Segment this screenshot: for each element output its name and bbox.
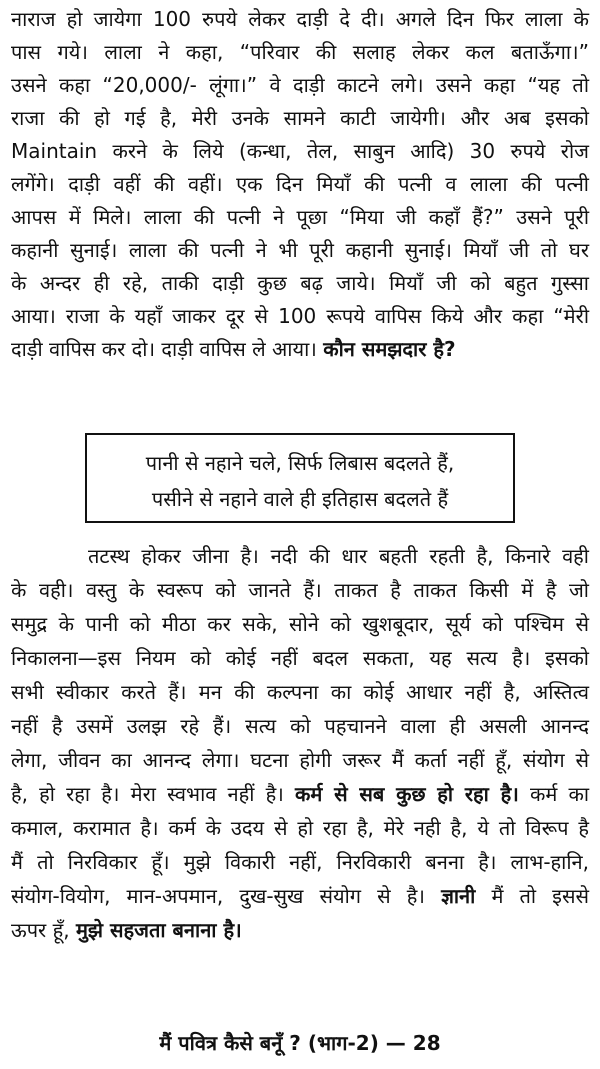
text-line (11, 880, 589, 913)
text-span: ऊपर हूँ, (11, 918, 70, 942)
text-line: कहानी सुनाई। लाला की पत्नी ने भी पूरी कहानी सुनाई। मियाँ जी तो घर (11, 238, 589, 262)
text-line: Maintain करने के लिये (कन्धा, तेल, साबुन आदि) 30 रुपये रोज (11, 139, 589, 163)
quote-line-1: पानी से नहाने चले, सिर्फ लिबास बदलते हैं, (145, 451, 455, 475)
text-span: दाड़ी वापिस कर दो। दाड़ी वापिस ले आया। (11, 337, 317, 361)
text-line: उसने कहा “20,000/- लूंगा।” वे दाड़ी काटने लगे। उसने कहा “यह तो (11, 73, 589, 97)
text-line (11, 914, 589, 947)
quote-box (85, 433, 515, 523)
text-line: के अन्दर ही रहे, ताकी दाड़ी कुछ बढ़ जाये। मियाँ जी को बहुत गुस्सा (11, 271, 589, 295)
text-line: नाराज हो जायेगा 100 रुपये लेकर दाड़ी दे दी। अगले दिन फिर लाला के (11, 7, 589, 31)
text-line: पास गये। लाला ने कहा, “परिवार की सलाह लेकर कल बताऊँगा।” (11, 40, 589, 64)
text-line: निकालना—इस नियम को कोई नहीं बदल सकता, यह सत्य है। इसको (11, 646, 589, 670)
text-line: कमाल, करामात है। कर्म के उदय से हो रहा है, मेरे नही है, ये तो विरूप है (11, 816, 589, 840)
text-span: कर्म का (529, 782, 589, 806)
bold-word: ज्ञानी (441, 884, 476, 908)
text-line: लगेंगे। दाड़ी वहीं की वहीं। एक दिन मियाँ की पत्नी व लाला की पत्नी (11, 172, 589, 196)
text-span: संयोग-वियोग, मान-अपमान, दुख-सुख संयोग से है। (11, 884, 425, 908)
text-line (11, 333, 589, 366)
text-line: राजा की हो गई है, मेरी उनके सामने काटी जायेगी। और अब इसको (11, 106, 589, 130)
text-line: नहीं है उसमें उलझ रहे हैं। सत्य को पहचानने वाला ही असली आनन्द (11, 714, 589, 738)
text-line: लेगा, जीवन का आनन्द लेगा। घटना होगी जरूर मैं कर्ता नहीं हूँ, संयोग से (11, 748, 589, 772)
text-line: मैं तो निरविकार हूँ। मुझे विकारी नहीं, निरविकारी बनना है। लाभ-हानि, (11, 850, 589, 874)
text-line: आया। राजा के यहाँ जाकर दूर से 100 रूपये वापिस किये और कहा “मेरी (11, 304, 589, 328)
text-line: सभी स्वीकार करते हैं। मन की कल्पना का कोई आधार नहीं है, अस्तित्व (11, 680, 589, 704)
text-line: समुद्र के पानी को मीठा कर सके, सोने को खुशबूदार, सूर्य को पश्चिम से (11, 612, 589, 636)
bold-phrase: मुझे सहजता बनाना है। (75, 918, 242, 942)
text-span: है, हो रहा है। मेरा स्वभाव नहीं है। (11, 782, 284, 806)
page-footer: मैं पवित्र कैसे बनूँ ? (भाग-2) — 28 (159, 1031, 441, 1055)
bold-question: कौन समझदार है? (323, 337, 456, 361)
text-line: के वही। वस्तु के स्वरूप को जानते हैं। ताकत है ताकत किसी में है जो (11, 578, 589, 602)
bold-phrase: कर्म से सब कुछ हो रहा है। (295, 782, 519, 806)
text-line (11, 778, 589, 811)
quote-line-2: पसीने से नहाने वाले ही इतिहास बदलते हैं (151, 487, 449, 511)
text-span: मैं तो इससे (491, 884, 590, 908)
text-line: तटस्थ होकर जीना है। नदी की धार बहती रहती है, किनारे वही (88, 544, 589, 568)
text-line: आपस में मिले। लाला की पत्नी ने पूछा “मिया जी कहाँ हैं?” उसने पूरी (11, 205, 589, 229)
